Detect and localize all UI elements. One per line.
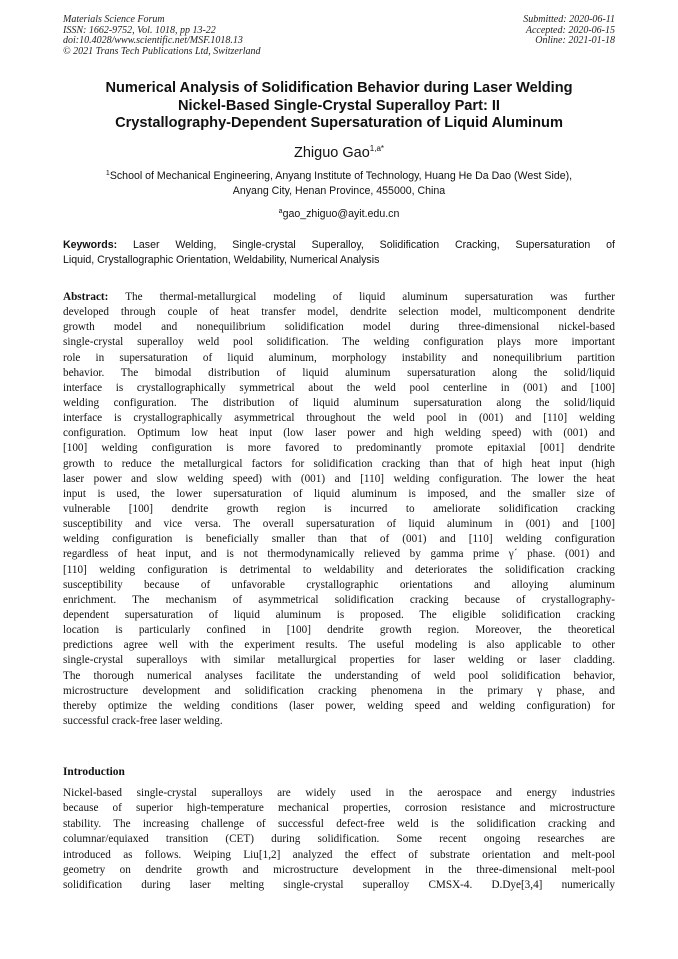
abstract-line: single-crystal superalloys with similar metallurgical properties for laser welding or laser cladding.	[63, 654, 615, 667]
abstract-line: developed through couple of heat transfer model, dendrite selection model, multicomponent dendrite	[63, 306, 615, 319]
title-line: Crystallography-Dependent Supersaturation of Liquid Aluminum	[115, 115, 563, 131]
submission-dates	[523, 15, 615, 47]
author-line	[63, 140, 615, 162]
keywords-line: Liquid, Crystallographic Orientation, Weldability, Numerical Analysis	[63, 253, 380, 266]
abstract-line: welding configuration is beneficially smaller than that of (001) and [110] welding configuration	[63, 533, 615, 546]
introduction-line: Nickel-based single-crystal superalloys are widely used in the aerospace and energy industries	[63, 787, 615, 799]
paper-title	[63, 80, 615, 133]
author-name: Zhiguo Gao	[293, 145, 370, 161]
doi-line: doi:10.4028/www.scientific.net/MSF.1018.13	[63, 35, 243, 46]
introduction-line: geometry on dendrite growth and microstructure development in the three-dimensional melt-pool	[63, 863, 615, 876]
author-superscript: 1,a*	[369, 144, 384, 153]
email-line	[63, 205, 615, 221]
abstract-text: The thermal-metallurgical modeling of liquid aluminum supersaturation was further	[108, 291, 615, 303]
copyright-line: © 2021 Trans Tech Publications Ltd, Switzerland	[63, 45, 261, 57]
abstract-line: growth to reduce the metallurgical factors for solidification cracking than that of high heat input (high	[63, 457, 615, 470]
introduction-line: solidification during laser melting single-crystal superalloy CMSX-4. D.Dye[3,4] numerically	[63, 879, 615, 892]
abstract-line: welding configuration. The distribution of liquid aluminum supersaturation along the solid/liquid	[63, 396, 615, 409]
abstract-line: input is used, the lower supersaturation of liquid aluminum is imposed, and the smaller size of	[63, 487, 615, 500]
abstract-line: successful crack-free laser welding.	[63, 714, 223, 727]
affiliation	[63, 166, 615, 199]
keywords-text: Laser Welding, Single-crystal Superalloy, Solidification Cracking, Supersaturation of	[117, 239, 615, 251]
journal-info	[63, 15, 261, 57]
abstract-line	[63, 290, 615, 305]
abstract-line: predictions agree well with the experiment results. The useful modeling is also applicable to other	[63, 639, 615, 652]
accepted-date: Accepted: 2020-06-15	[525, 24, 615, 36]
abstract-line: role in supersaturation of liquid aluminum, morphology instability and nonequilibrium partition	[63, 351, 615, 364]
affiliation-superscript: 1	[105, 170, 110, 177]
introduction-line: because of superior high-temperature mechanical properties, corrosion resistance and microstructure	[63, 802, 615, 815]
abstract-line: location is particularly confined in [100] dendrite growth region. Moreover, the theoretical	[63, 624, 615, 637]
affiliation-line: School of Mechanical Engineering, Anyang Institute of Technology, Huang He Da Dao (West Side),	[109, 170, 573, 182]
abstract-line: susceptibility and vice versa. The overall supersaturation of liquid aluminum in (001) and [100]	[63, 518, 615, 531]
abstract-label: Abstract:	[63, 291, 109, 303]
abstract-line: microstructure development and solidification cracking phenomena in the primary γ phase, and	[63, 684, 615, 697]
introduction-line: introduced as follows. Weiping Liu[1,2] analyzed the effect of substrate orientation and melt-pool	[63, 848, 615, 861]
title-line: Nickel-Based Single-Crystal Superalloy Part: II	[178, 97, 500, 114]
submitted-date: Submitted: 2020-06-11	[523, 14, 615, 25]
introduction-line: stability. The increasing challenge of successful defect-free weld is the solidification cracking and	[63, 817, 615, 830]
abstract-line: growth model and nonequilibrium solidification model during three-dimensional nickel-based	[63, 321, 615, 334]
email-superscript: a	[278, 208, 283, 215]
keywords-section	[63, 238, 615, 267]
abstract-line: The thorough numerical analyses facilitate the understanding of weld pool solidification behavior,	[63, 669, 615, 682]
abstract-line: vulnerable [100] dendrite growth region is incurred to ameliorate solidification cracking	[63, 502, 615, 515]
keywords-line	[63, 238, 615, 253]
abstract-line: laser power and slow welding speed) with (001) and [110] welding configuration. The lower the heat	[63, 472, 615, 485]
abstract-line: [110] welding configuration is detrimental to weldability and deteriorates the solidification cracking	[63, 563, 615, 576]
abstract-line: enrichment. The mechanism of asymmetrical solidification cracking because of crystallography-	[63, 593, 615, 606]
abstract-line: interface is crystallographically symmetrical about the weld pool centerline in (001) and [100]	[63, 381, 615, 394]
journal-name: Materials Science Forum	[63, 14, 165, 25]
issn-line: ISSN: 1662-9752, Vol. 1018, pp 13-22	[63, 24, 216, 36]
introduction-heading: Introduction	[63, 766, 125, 778]
abstract-line: behavior. The bimodal distribution of liquid aluminum supersaturation along the solid/liquid	[63, 366, 615, 379]
abstract-line: configuration. Optimum low heat input (low laser power and high welding speed) with (001) and	[63, 427, 615, 440]
online-date: Online: 2021-01-18	[535, 35, 615, 46]
keywords-label: Keywords:	[63, 239, 118, 251]
affiliation-line: Anyang City, Henan Province, 455000, China	[232, 185, 446, 197]
abstract-line: thereby optimize the welding conditions (laser power, welding speed and welding configuration) for	[63, 699, 615, 712]
abstract-line: dependent supersaturation of liquid aluminum is proposed. The eligible solidification cracking	[63, 608, 615, 621]
title-line: Numerical Analysis of Solidification Behavior during Laser Welding	[105, 80, 573, 96]
abstract-line: single-crystal superalloy weld pool solidification. The welding configuration plays more important	[63, 336, 615, 349]
abstract-line: interface is crystallographically asymmetrical throughout the weld pool in (001) and [110] welding	[63, 412, 615, 425]
abstract-section	[63, 290, 615, 729]
introduction-line: columnar/equiaxed transition (CET) during solidification. Some recent ongoing researches are	[63, 833, 615, 846]
abstract-line: susceptibility because of unfavorable crystallographic orientations and alloying aluminum	[63, 578, 615, 591]
email-address: gao_zhiguo@ayit.edu.cn	[282, 208, 400, 220]
introduction-body	[63, 786, 615, 894]
abstract-line: [100] welding configuration is more favored to predominantly promote epitaxial [001] dendrite	[63, 442, 615, 455]
abstract-line: regardless of heat input, and is not thermodynamically relieved by gamma prime γ´ phase. (001) and	[63, 548, 615, 561]
